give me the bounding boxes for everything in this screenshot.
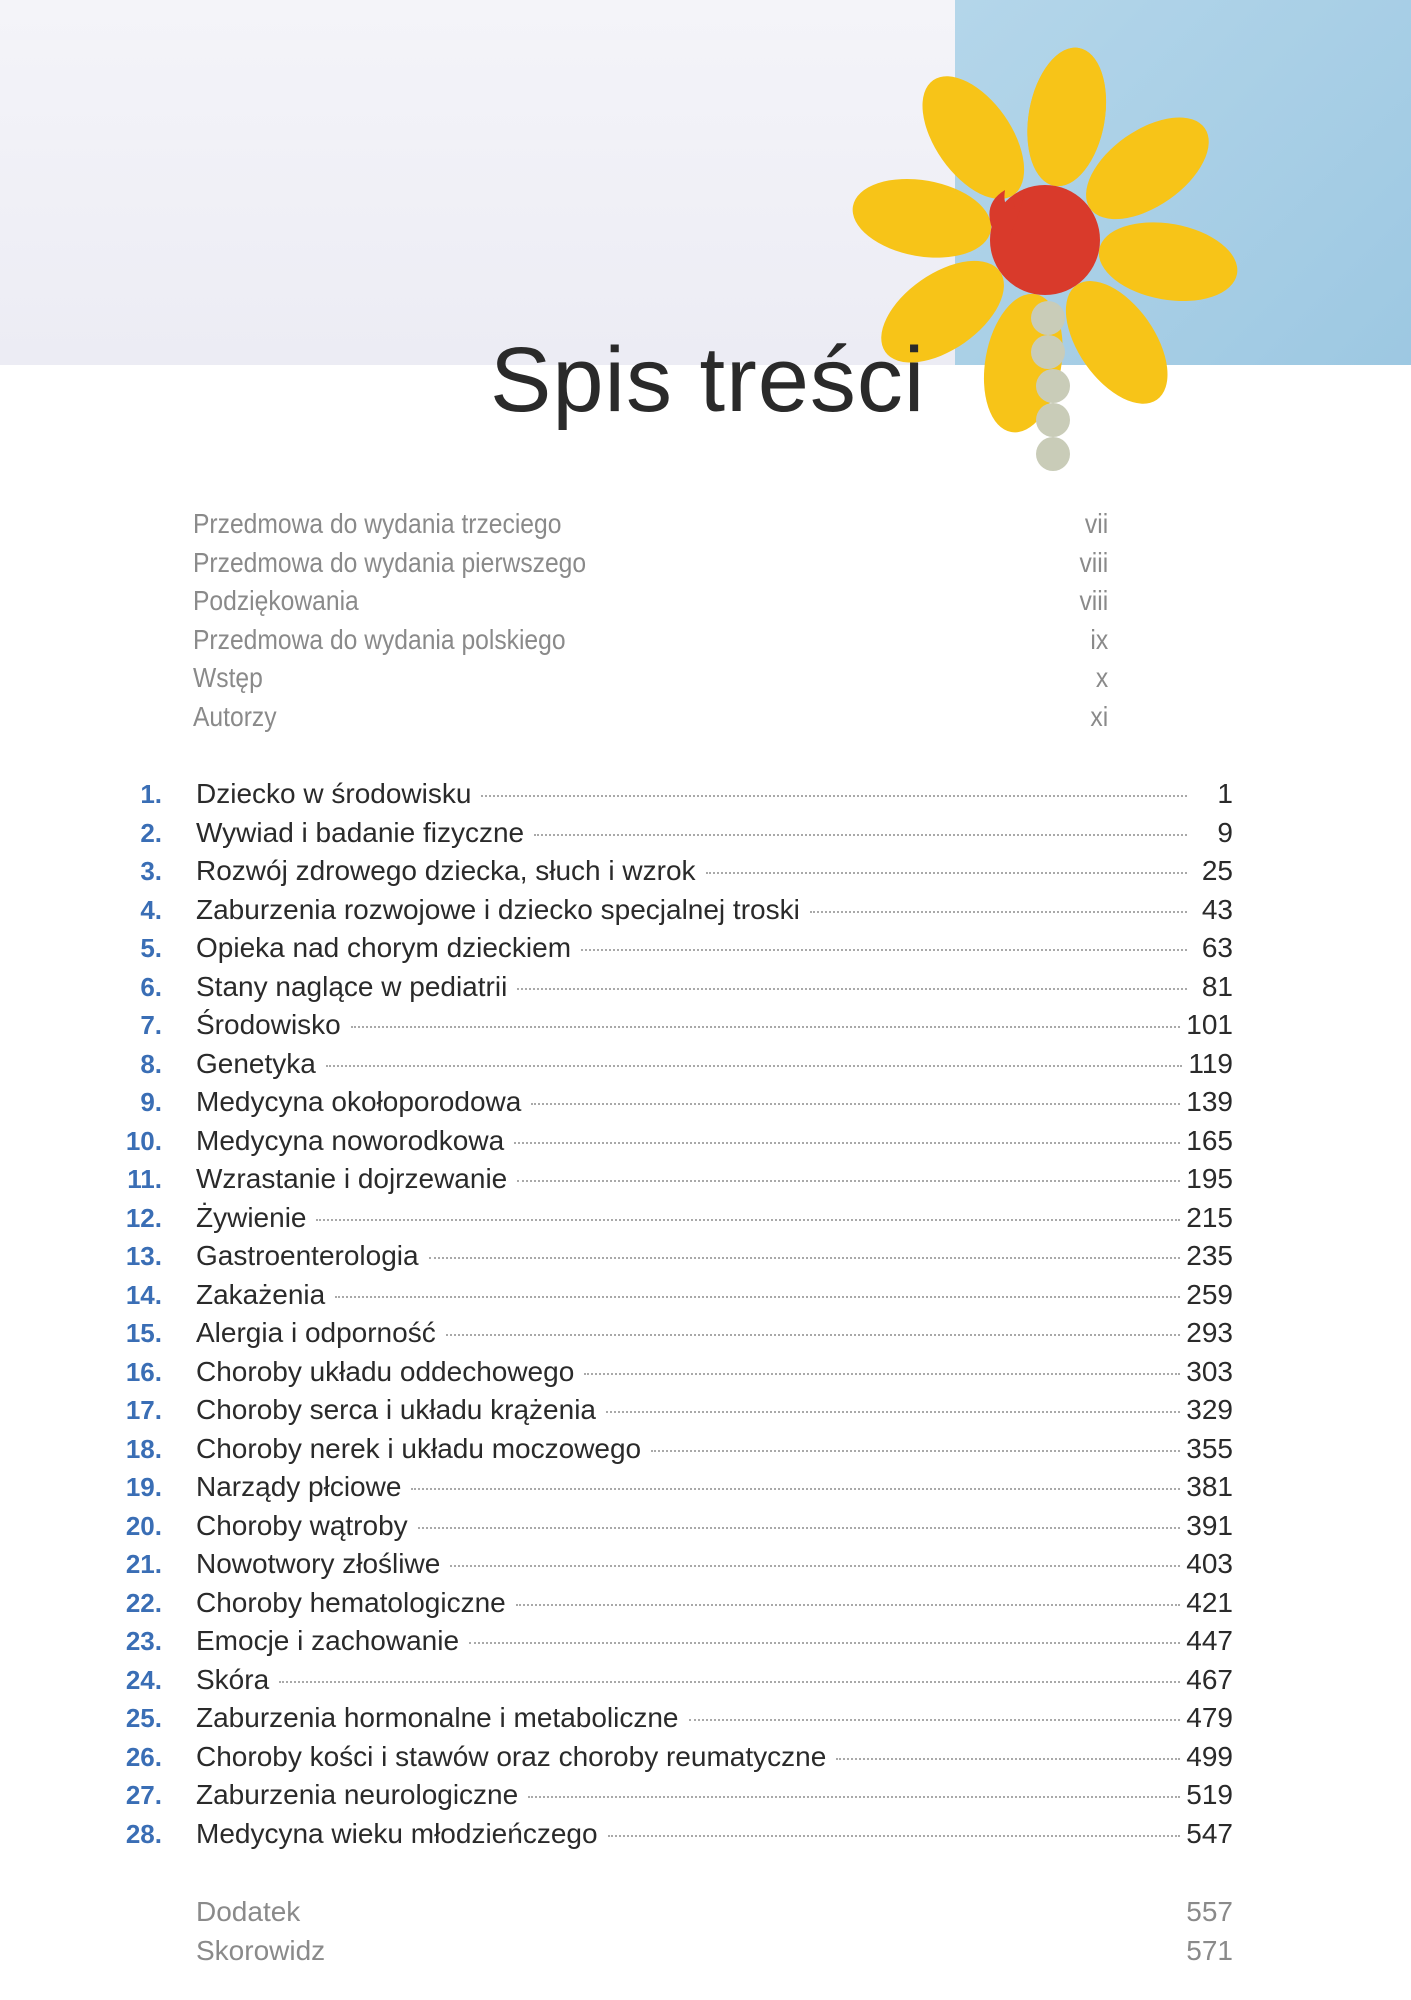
chapter-title: Nowotwory złośliwe <box>196 1548 441 1579</box>
front-matter-title: Przedmowa do wydania pierwszego <box>193 546 587 578</box>
chapter-item[interactable] <box>120 855 1233 894</box>
chapter-item[interactable] <box>120 1702 1233 1741</box>
back-matter-item[interactable] <box>196 1935 1233 1974</box>
stem-dot <box>1031 335 1065 369</box>
stem-dot <box>1036 369 1070 403</box>
front-matter-page: ix <box>1090 623 1109 655</box>
front-matter-page: vii <box>1084 508 1109 539</box>
chapter-title: Alergia i odporność <box>196 1317 436 1348</box>
chapter-page: 235 <box>1186 1240 1233 1271</box>
chapter-title: Dziecko w środowisku <box>196 778 472 809</box>
dot-leader <box>418 1527 1181 1529</box>
chapter-title: Emocje i zachowanie <box>196 1625 460 1656</box>
front-matter-page: xi <box>1090 700 1109 732</box>
chapter-item[interactable] <box>120 1356 1233 1395</box>
chapter-number: 17. <box>125 1395 162 1425</box>
chapter-number: 2. <box>140 817 162 848</box>
chapter-number: 10. <box>125 1125 162 1156</box>
chapter-page: 355 <box>1186 1432 1233 1464</box>
chapter-title: Opieka nad chorym dzieckiem <box>196 932 572 963</box>
chapter-item[interactable] <box>120 1818 1233 1857</box>
chapter-page: 403 <box>1186 1548 1233 1579</box>
chapter-title: Żywienie <box>196 1201 307 1233</box>
chapter-page: 215 <box>1186 1201 1233 1233</box>
chapter-title: Choroby hematologiczne <box>196 1586 506 1618</box>
front-matter-title: Wstęp <box>193 662 263 694</box>
chapter-title: Choroby wątroby <box>196 1509 408 1541</box>
chapter-title: Medycyna wieku młodzieńczego <box>196 1817 598 1849</box>
chapter-item[interactable] <box>120 1048 1233 1087</box>
chapter-item[interactable] <box>120 1317 1233 1356</box>
chapter-number: 1. <box>140 779 162 809</box>
dot-leader <box>411 1488 1180 1490</box>
dot-leader <box>335 1296 1180 1298</box>
chapter-page: 547 <box>1186 1817 1233 1849</box>
stem-dot <box>1036 403 1070 437</box>
chapter-page: 499 <box>1186 1740 1233 1772</box>
back-matter-item[interactable] <box>196 1896 1233 1935</box>
stem-dot <box>1036 437 1070 471</box>
dot-leader <box>446 1334 1181 1336</box>
chapter-number: 12. <box>125 1202 162 1233</box>
chapter-page: 1 <box>1217 778 1233 809</box>
chapter-number: 13. <box>125 1241 162 1271</box>
front-matter-page: x <box>1095 662 1109 694</box>
chapter-page: 293 <box>1186 1317 1233 1348</box>
dot-leader <box>836 1758 1180 1760</box>
chapter-page: 467 <box>1186 1663 1233 1695</box>
front-matter-title: Przedmowa do wydania trzeciego <box>193 508 562 539</box>
dot-leader <box>608 1835 1181 1837</box>
chapter-number: 25. <box>125 1703 162 1733</box>
chapter-page: 479 <box>1186 1702 1233 1733</box>
chapter-page: 139 <box>1186 1086 1233 1117</box>
dot-leader <box>706 872 1187 874</box>
chapter-page: 25 <box>1201 855 1233 886</box>
chapter-item[interactable] <box>120 1433 1233 1472</box>
back-matter-page: 557 <box>1186 1896 1233 1927</box>
front-matter-item[interactable] <box>193 662 1108 701</box>
chapter-item[interactable] <box>120 1086 1233 1125</box>
chapter-title: Wywiad i badanie fizyczne <box>196 816 525 848</box>
chapter-page: 421 <box>1186 1586 1233 1618</box>
chapter-item[interactable] <box>120 1587 1233 1626</box>
front-matter-title: Autorzy <box>193 700 277 732</box>
chapter-item[interactable] <box>120 971 1233 1010</box>
chapter-item[interactable] <box>120 1125 1233 1164</box>
chapter-number: 8. <box>140 1048 162 1079</box>
chapter-page: 391 <box>1186 1509 1233 1541</box>
chapter-number: 14. <box>125 1279 162 1310</box>
page-title: Spis treści <box>490 328 926 431</box>
chapter-list <box>120 778 1233 1856</box>
chapter-title: Medycyna noworodkowa <box>196 1124 505 1156</box>
dot-leader <box>450 1565 1180 1567</box>
chapter-item[interactable] <box>120 1548 1233 1587</box>
chapter-item[interactable] <box>120 1510 1233 1549</box>
front-matter-item[interactable] <box>193 701 1108 740</box>
chapter-title: Choroby układu oddechowego <box>196 1355 575 1387</box>
chapter-number: 26. <box>125 1741 162 1772</box>
chapter-title: Zaburzenia hormonalne i metaboliczne <box>196 1702 679 1733</box>
front-matter-item[interactable] <box>193 508 1108 547</box>
chapter-title: Stany naglące w pediatrii <box>196 970 508 1002</box>
back-matter-page: 571 <box>1186 1934 1233 1966</box>
flower-center <box>990 185 1100 295</box>
front-matter-item[interactable] <box>193 624 1108 663</box>
chapter-item[interactable] <box>120 1279 1233 1318</box>
stem-dot <box>1031 301 1065 335</box>
chapter-page: 165 <box>1186 1124 1233 1156</box>
chapter-title: Choroby serca i układu krążenia <box>196 1394 596 1425</box>
dot-leader <box>810 911 1187 913</box>
dot-leader <box>651 1450 1180 1452</box>
dot-leader <box>516 1604 1181 1606</box>
chapter-number: 27. <box>125 1780 162 1810</box>
front-matter-title: Podziękowania <box>193 585 359 617</box>
chapter-title: Narządy płciowe <box>196 1471 402 1502</box>
dot-leader <box>689 1719 1181 1721</box>
chapter-item[interactable] <box>120 1471 1233 1510</box>
chapter-item[interactable] <box>120 1741 1233 1780</box>
chapter-item[interactable] <box>120 1664 1233 1703</box>
chapter-number: 5. <box>140 933 162 963</box>
chapter-number: 22. <box>125 1587 162 1618</box>
chapter-number: 19. <box>125 1472 162 1502</box>
chapter-title: Zaburzenia neurologiczne <box>196 1779 519 1810</box>
flower-stem-dots <box>1031 301 1070 471</box>
chapter-number: 9. <box>140 1087 162 1117</box>
chapter-number: 24. <box>125 1664 162 1695</box>
chapter-title: Medycyna okołoporodowa <box>196 1086 522 1117</box>
chapter-title: Gastroenterologia <box>196 1240 419 1271</box>
back-matter-list <box>196 1896 1233 1973</box>
chapter-title: Środowisko <box>196 1009 341 1040</box>
dot-leader <box>514 1142 1180 1144</box>
chapter-title: Genetyka <box>196 1047 316 1079</box>
dot-leader <box>531 1103 1180 1105</box>
dot-leader <box>517 1180 1180 1182</box>
chapter-number: 18. <box>125 1433 162 1464</box>
chapter-item[interactable] <box>120 778 1233 817</box>
dot-leader <box>534 834 1187 836</box>
chapter-page: 43 <box>1201 893 1233 925</box>
front-matter-page: viii <box>1079 585 1109 617</box>
chapter-item[interactable] <box>120 1779 1233 1818</box>
dot-leader <box>517 988 1187 990</box>
front-matter-title: Przedmowa do wydania polskiego <box>193 623 566 655</box>
front-matter-item[interactable] <box>193 547 1108 586</box>
dot-leader <box>581 949 1187 951</box>
chapter-title: Skóra <box>196 1663 270 1695</box>
chapter-page: 195 <box>1186 1163 1233 1194</box>
chapter-item[interactable] <box>120 1394 1233 1433</box>
chapter-page: 63 <box>1201 932 1233 963</box>
dot-leader <box>606 1411 1180 1413</box>
chapter-number: 4. <box>140 894 162 925</box>
chapter-item[interactable] <box>120 1009 1233 1048</box>
chapter-number: 3. <box>140 856 162 886</box>
chapter-number: 7. <box>140 1010 162 1040</box>
chapter-item[interactable] <box>120 817 1233 856</box>
chapter-page: 101 <box>1186 1009 1233 1040</box>
back-matter-title: Skorowidz <box>196 1934 326 1966</box>
chapter-number: 16. <box>125 1356 162 1387</box>
chapter-page: 119 <box>1188 1047 1233 1079</box>
chapter-page: 381 <box>1186 1471 1233 1502</box>
chapter-item[interactable] <box>120 894 1233 933</box>
chapter-number: 21. <box>125 1549 162 1579</box>
chapter-title: Zaburzenia rozwojowe i dziecko specjalnej troski <box>196 893 800 925</box>
chapter-title: Rozwój zdrowego dziecka, słuch i wzrok <box>196 855 696 886</box>
dot-leader <box>351 1026 1181 1028</box>
chapter-number: 23. <box>125 1626 162 1656</box>
dot-leader <box>528 1796 1180 1798</box>
chapter-title: Zakażenia <box>196 1278 326 1310</box>
chapter-page: 329 <box>1186 1394 1233 1425</box>
chapter-number: 20. <box>125 1510 162 1541</box>
dot-leader <box>316 1219 1180 1221</box>
front-matter-list <box>193 508 1233 740</box>
chapter-title: Wzrastanie i dojrzewanie <box>196 1163 508 1194</box>
chapter-title: Choroby kości i stawów oraz choroby reumatyczne <box>196 1740 827 1772</box>
front-matter-item[interactable] <box>193 585 1108 624</box>
dot-leader <box>584 1373 1180 1375</box>
chapter-item[interactable] <box>120 932 1233 971</box>
chapter-item[interactable] <box>120 1202 1233 1241</box>
chapter-number: 15. <box>125 1318 162 1348</box>
chapter-item[interactable] <box>120 1625 1233 1664</box>
dot-leader <box>326 1065 1183 1067</box>
chapter-page: 9 <box>1217 816 1233 848</box>
dot-leader <box>279 1681 1180 1683</box>
chapter-number: 6. <box>140 971 162 1002</box>
back-matter-title: Dodatek <box>196 1896 301 1927</box>
front-matter-page: viii <box>1079 546 1109 578</box>
dot-leader <box>481 795 1187 797</box>
chapter-page: 519 <box>1186 1779 1233 1810</box>
chapter-page: 447 <box>1186 1625 1233 1656</box>
chapter-number: 28. <box>125 1818 162 1849</box>
chapter-page: 259 <box>1186 1278 1233 1310</box>
dot-leader <box>429 1257 1181 1259</box>
chapter-page: 303 <box>1186 1355 1233 1387</box>
chapter-page: 81 <box>1201 970 1233 1002</box>
chapter-title: Choroby nerek i układu moczowego <box>196 1432 642 1464</box>
chapter-item[interactable] <box>120 1163 1233 1202</box>
chapter-number: 11. <box>127 1164 162 1194</box>
dot-leader <box>469 1642 1180 1644</box>
chapter-item[interactable] <box>120 1240 1233 1279</box>
